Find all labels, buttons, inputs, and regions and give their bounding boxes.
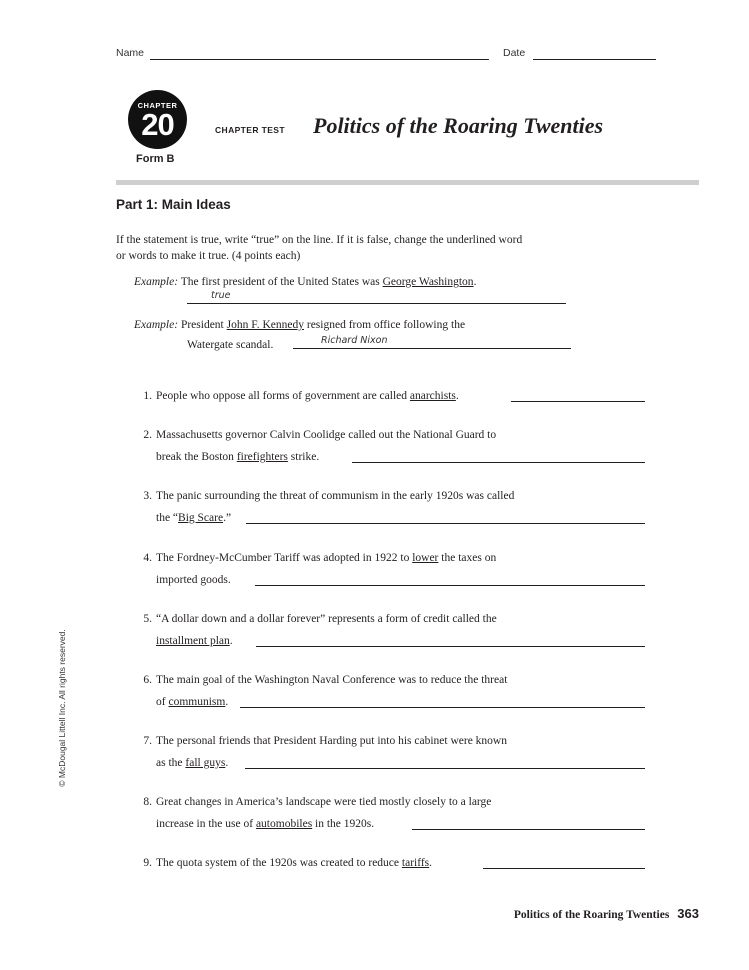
answer-line-8[interactable] — [412, 829, 645, 830]
q4-text-after: the taxes on — [438, 552, 497, 564]
q3-underlined: Big Scare — [178, 512, 224, 524]
example-2-answer: Richard Nixon — [321, 335, 388, 346]
q5-line2 — [156, 631, 233, 652]
q3-line2 — [156, 508, 231, 529]
q1-punct: . — [455, 390, 459, 402]
question-number: 4. — [143, 552, 152, 564]
copyright-notice: © McDougal Littell Inc. All rights reserved. — [57, 629, 67, 787]
question-number: 5. — [143, 613, 152, 625]
page-title: Politics of the Roaring Twenties — [313, 113, 604, 138]
q2-line1: Massachusetts governor Calvin Coolidge called out the National Guard to — [156, 429, 497, 441]
q2-underlined: firefighters — [236, 451, 288, 463]
date-label: Date — [503, 47, 526, 59]
divider-band — [116, 180, 699, 185]
date-line[interactable] — [533, 59, 656, 60]
answer-line-2[interactable] — [352, 462, 645, 463]
q8-line2 — [156, 814, 374, 835]
q7-line1: The personal friends that President Harding put into his cabinet were known — [156, 735, 507, 747]
question-number: 1. — [143, 390, 152, 402]
page-number: 363 — [677, 906, 699, 921]
answer-line-4[interactable] — [255, 585, 645, 586]
q8-text: increase in the use of — [156, 818, 256, 830]
q2-text-after: strike. — [287, 451, 320, 463]
instructions-line-2: or words to make it true. (4 points each) — [116, 250, 301, 262]
chapter-test-label: CHAPTER TEST — [215, 125, 285, 135]
example-2-underlined: John F. Kennedy — [226, 319, 304, 331]
q8-line1: Great changes in America’s landscape were tied mostly closely to a large — [156, 796, 492, 808]
question-number: 6. — [143, 674, 152, 686]
question-number: 2. — [143, 429, 152, 441]
q6-punct: . — [225, 696, 229, 708]
example-1-line — [187, 303, 566, 304]
instructions — [116, 232, 522, 264]
page-footer — [514, 905, 699, 923]
q9-underlined: tariffs — [401, 857, 430, 869]
q9-text: The quota system of the 1920s was created to reduce — [156, 857, 402, 869]
q6-text: of — [156, 696, 169, 708]
q4-line1 — [156, 548, 496, 569]
q9-punct: . — [429, 857, 433, 869]
name-label: Name — [116, 47, 145, 59]
example-2-label: Example: — [134, 319, 179, 331]
example-2-text: President — [180, 319, 227, 331]
name-line[interactable] — [150, 59, 489, 60]
answer-line-7[interactable] — [245, 768, 645, 769]
question-text — [156, 386, 459, 407]
example-1-punct: . — [473, 276, 477, 288]
question-number: 3. — [143, 490, 152, 502]
q4-text: The Fordney-McCumber Tariff was adopted in 1922 to — [156, 552, 413, 564]
q8-underlined: automobiles — [255, 818, 313, 830]
q7-punct: . — [225, 757, 229, 769]
chapter-number: 20 — [141, 107, 174, 142]
answer-line-5[interactable] — [256, 646, 645, 647]
q6-line1: The main goal of the Washington Naval Conference was to reduce the threat — [156, 674, 508, 686]
q5-underlined: installment plan — [156, 635, 230, 647]
chapter-label: CHAPTER — [137, 101, 178, 110]
q3-line1: The panic surrounding the threat of communism in the early 1920s was called — [156, 490, 515, 502]
q3-text: the “ — [156, 512, 179, 524]
answer-line-3[interactable] — [246, 523, 645, 524]
example-2-line2: Watergate scandal. — [187, 339, 274, 351]
chapter-badge — [128, 90, 187, 149]
q1-underlined: anarchists — [409, 390, 456, 402]
example-2-line — [293, 348, 571, 349]
q5-line1: “A dollar down and a dollar forever” represents a form of credit called the — [156, 613, 497, 625]
example-1-answer: true — [211, 290, 231, 301]
q7-text: as the — [156, 757, 186, 769]
q7-line2 — [156, 753, 228, 774]
example-1-underlined: George Washington — [382, 276, 474, 288]
footer-title: Politics of the Roaring Twenties — [513, 909, 670, 921]
example-1-label: Example: — [134, 276, 179, 288]
question-number: 8. — [143, 796, 152, 808]
q9-line1 — [156, 853, 432, 874]
example-2 — [134, 317, 465, 333]
q5-punct: . — [229, 635, 233, 647]
q1-text: People who oppose all forms of government are called — [156, 390, 410, 402]
part-heading: Part 1: Main Ideas — [116, 197, 231, 212]
instructions-line-1: If the statement is true, write “true” on the line. If it is false, change the underlined word — [116, 234, 523, 246]
example-1-text: The first president of the United States was — [180, 276, 383, 288]
answer-line-6[interactable] — [240, 707, 645, 708]
q4-underlined: lower — [412, 552, 439, 564]
question-number: 9. — [143, 857, 152, 869]
q3-punct: .” — [223, 512, 232, 524]
q8-text-after: in the 1920s. — [312, 818, 375, 830]
example-2-text-after: resigned from office following the — [303, 319, 466, 331]
answer-line-1[interactable] — [511, 401, 645, 402]
example-1 — [134, 274, 476, 290]
answer-line-9[interactable] — [483, 868, 645, 869]
q7-underlined: fall guys — [185, 757, 226, 769]
q6-line2 — [156, 692, 228, 713]
form-label: Form B — [136, 153, 175, 165]
question-number: 7. — [143, 735, 152, 747]
q2-line2 — [156, 447, 319, 468]
q2-text: break the Boston — [156, 451, 237, 463]
q4-line2: imported goods. — [156, 574, 231, 586]
q6-underlined: communism — [168, 696, 226, 708]
